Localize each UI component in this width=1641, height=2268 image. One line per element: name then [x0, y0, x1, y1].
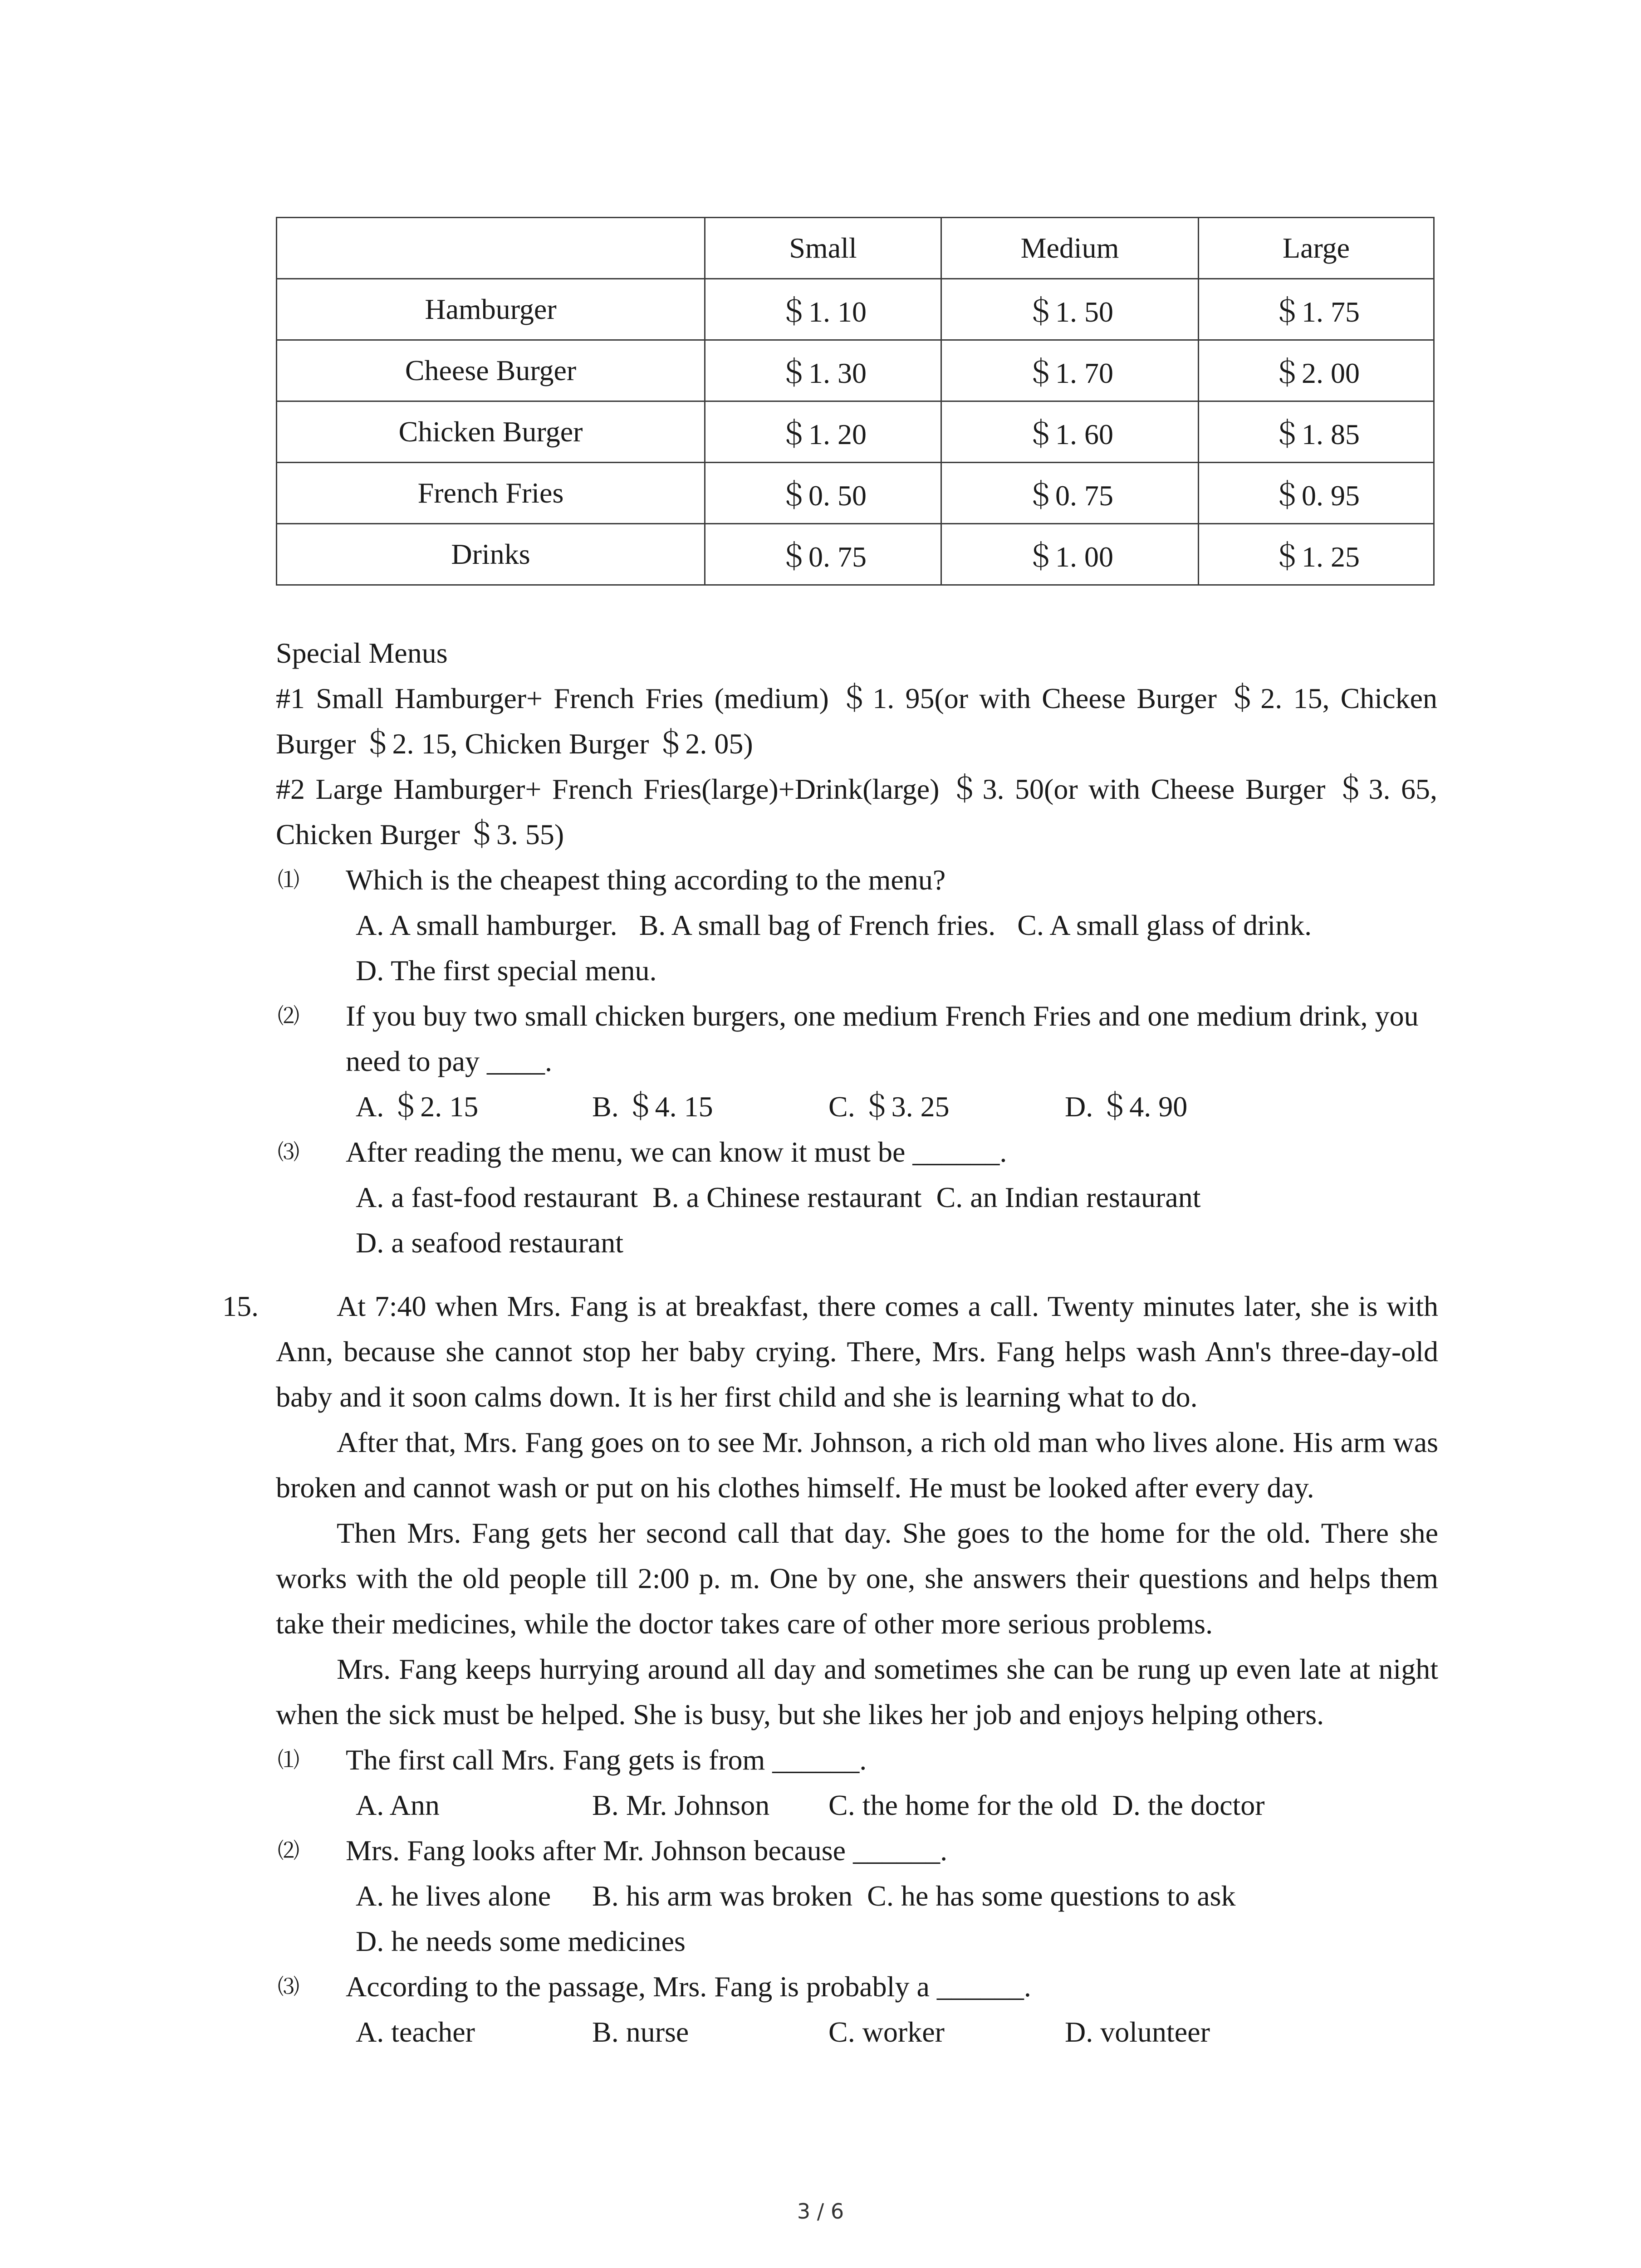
exam-content [0, 631, 1641, 2055]
page-number: 3 / 6 [797, 2199, 844, 2224]
answer-option[interactable]: D. ＄4. 90 [1065, 1090, 1188, 1123]
question-number: ⑵ [278, 1003, 300, 1029]
table-header-row [277, 218, 1434, 279]
table-cell: ＄0. 75 [705, 524, 941, 585]
table-cell: Cheese Burger [277, 340, 705, 401]
table-cell: Drinks [277, 524, 705, 585]
table-cell: ＄1. 20 [705, 401, 941, 463]
answer-options [356, 1783, 1641, 1828]
answer-option[interactable]: B. nurse [592, 2016, 689, 2048]
table-cell: ＄1. 30 [705, 340, 941, 401]
table-cell: French Fries [277, 463, 705, 524]
answer-option[interactable]: B. a Chinese restaurant [652, 1181, 922, 1213]
answer-option[interactable]: C. an Indian restaurant [936, 1181, 1201, 1213]
passage-paragraph: Mrs. Fang keeps hurrying around all day and sometimes she can be rung up even late at night when the sick must be helped. She is busy, but she likes her job and enjoys helping others. [276, 1653, 1438, 1730]
question-number: ⑶ [278, 1974, 300, 1999]
answer-option[interactable]: A. Ann [356, 1789, 440, 1821]
answer-option[interactable]: B. ＄4. 15 [592, 1090, 713, 1123]
answer-option[interactable]: A. he lives alone [356, 1880, 551, 1912]
reading-passage [0, 1284, 1641, 1737]
question-item [0, 1737, 1641, 1783]
table-row [277, 340, 1434, 401]
table-cell: ＄1. 00 [941, 524, 1199, 585]
answer-options [356, 1175, 1641, 1220]
table-cell: ＄1. 85 [1199, 401, 1434, 463]
answer-options [356, 1919, 1641, 1964]
answer-options [356, 2009, 1641, 2055]
question-item [0, 1129, 1641, 1175]
answer-option[interactable]: B. his arm was broken [592, 1880, 853, 1912]
passage-paragraph: Then Mrs. Fang gets her second call that day. She goes to the home for the old. There she works with the old people till 2:00 p. m. One by one, she answers their questions and helps them take their medicines, while the doctor takes care of other more serious problems. [276, 1517, 1438, 1640]
table-row [277, 463, 1434, 524]
answer-option[interactable]: C. he has some questions to ask [867, 1880, 1236, 1912]
question-text: Mrs. Fang looks after Mr. Johnson because ______. [346, 1834, 948, 1867]
table-header-cell [277, 218, 705, 279]
question-number: ⑶ [278, 1139, 300, 1165]
table-row [277, 524, 1434, 585]
answer-option[interactable]: A. teacher [356, 2016, 475, 2048]
answer-option[interactable]: A. ＄2. 15 [356, 1090, 479, 1123]
special-menu-item: #2 Large Hamburger+ French Fries(large)+Drink(large) ＄3. 50(or with Cheese Burger ＄3. 65, Chicken Burger ＄3. 55) [276, 773, 1437, 850]
question-item [0, 1828, 1641, 1873]
question-item [0, 993, 1641, 1084]
table-cell: ＄1. 10 [705, 279, 941, 340]
table-header-cell: Large [1199, 218, 1434, 279]
question-number: ⑴ [278, 1747, 300, 1773]
answer-option[interactable]: B. Mr. Johnson [592, 1789, 770, 1821]
question-item [0, 1964, 1641, 2009]
answer-option[interactable]: C. the home for the old [828, 1789, 1098, 1821]
table-row [277, 401, 1434, 463]
question-number: ⑴ [278, 867, 300, 893]
table-header-cell: Small [705, 218, 941, 279]
answer-options [356, 948, 1641, 993]
question-text: The first call Mrs. Fang gets is from ______. [346, 1744, 867, 1776]
question-text: Which is the cheapest thing according to the menu? [346, 864, 946, 896]
answer-option[interactable]: D. he needs some medicines [356, 1925, 686, 1957]
answer-options [356, 1084, 1641, 1129]
passage-paragraph: After that, Mrs. Fang goes on to see Mr. Johnson, a rich old man who lives alone. His arm was broken and cannot wash or put on his clothes himself. He must be looked after every day. [276, 1426, 1438, 1504]
table-row [277, 279, 1434, 340]
answer-option[interactable]: B. A small bag of French fries. [639, 909, 996, 941]
question-item [0, 857, 1641, 903]
table-cell: ＄1. 50 [941, 279, 1199, 340]
table-cell: ＄1. 75 [1199, 279, 1434, 340]
table-cell: Hamburger [277, 279, 705, 340]
answer-option[interactable]: D. volunteer [1065, 2016, 1210, 2048]
answer-option[interactable]: C. ＄3. 25 [828, 1090, 950, 1123]
question-text: If you buy two small chicken burgers, one medium French Fries and one medium drink, you need to pay ____. [346, 1000, 1419, 1077]
table-cell: ＄2. 00 [1199, 340, 1434, 401]
answer-options [356, 903, 1641, 948]
answer-option[interactable]: C. A small glass of drink. [1017, 909, 1312, 941]
answer-option[interactable]: D. the doctor [1112, 1789, 1265, 1821]
special-menu-item: #1 Small Hamburger+ French Fries (medium) ＄1. 95(or with Cheese Burger ＄2. 15, Chicken Burger ＄2. 15, Chicken Burger ＄2. 05) [276, 682, 1437, 760]
question-text: After reading the menu, we can know it must be ______. [346, 1136, 1007, 1168]
table-cell: ＄0. 75 [941, 463, 1199, 524]
item-number: 15. [222, 1290, 259, 1322]
answer-options [356, 1873, 1641, 1919]
table-cell: ＄0. 95 [1199, 463, 1434, 524]
answer-option[interactable]: D. The first special menu. [356, 954, 657, 987]
special-menus-heading: Special Menus [276, 637, 448, 669]
table-cell: Chicken Burger [277, 401, 705, 463]
question-text: According to the passage, Mrs. Fang is probably a ______. [346, 1970, 1031, 2003]
table-cell: ＄1. 25 [1199, 524, 1434, 585]
menu-price-table [276, 217, 1435, 586]
question-number: ⑵ [278, 1838, 300, 1863]
answer-option[interactable]: D. a seafood restaurant [356, 1227, 623, 1259]
answer-option[interactable]: C. worker [828, 2016, 945, 2048]
table-cell: ＄1. 60 [941, 401, 1199, 463]
table-header-cell: Medium [941, 218, 1199, 279]
answer-option[interactable]: A. A small hamburger. [356, 909, 617, 941]
answer-options [356, 1220, 1641, 1266]
answer-option[interactable]: A. a fast-food restaurant [356, 1181, 638, 1213]
table-cell: ＄1. 70 [941, 340, 1199, 401]
passage-paragraph: At 7:40 when Mrs. Fang is at breakfast, there comes a call. Twenty minutes later, she is with Ann, because she cannot stop her baby crying. There, Mrs. Fang helps wash Ann's three-day-old baby and it soon calms down. It is her first child and she is learning what to do. [276, 1290, 1438, 1413]
table-cell: ＄0. 50 [705, 463, 941, 524]
